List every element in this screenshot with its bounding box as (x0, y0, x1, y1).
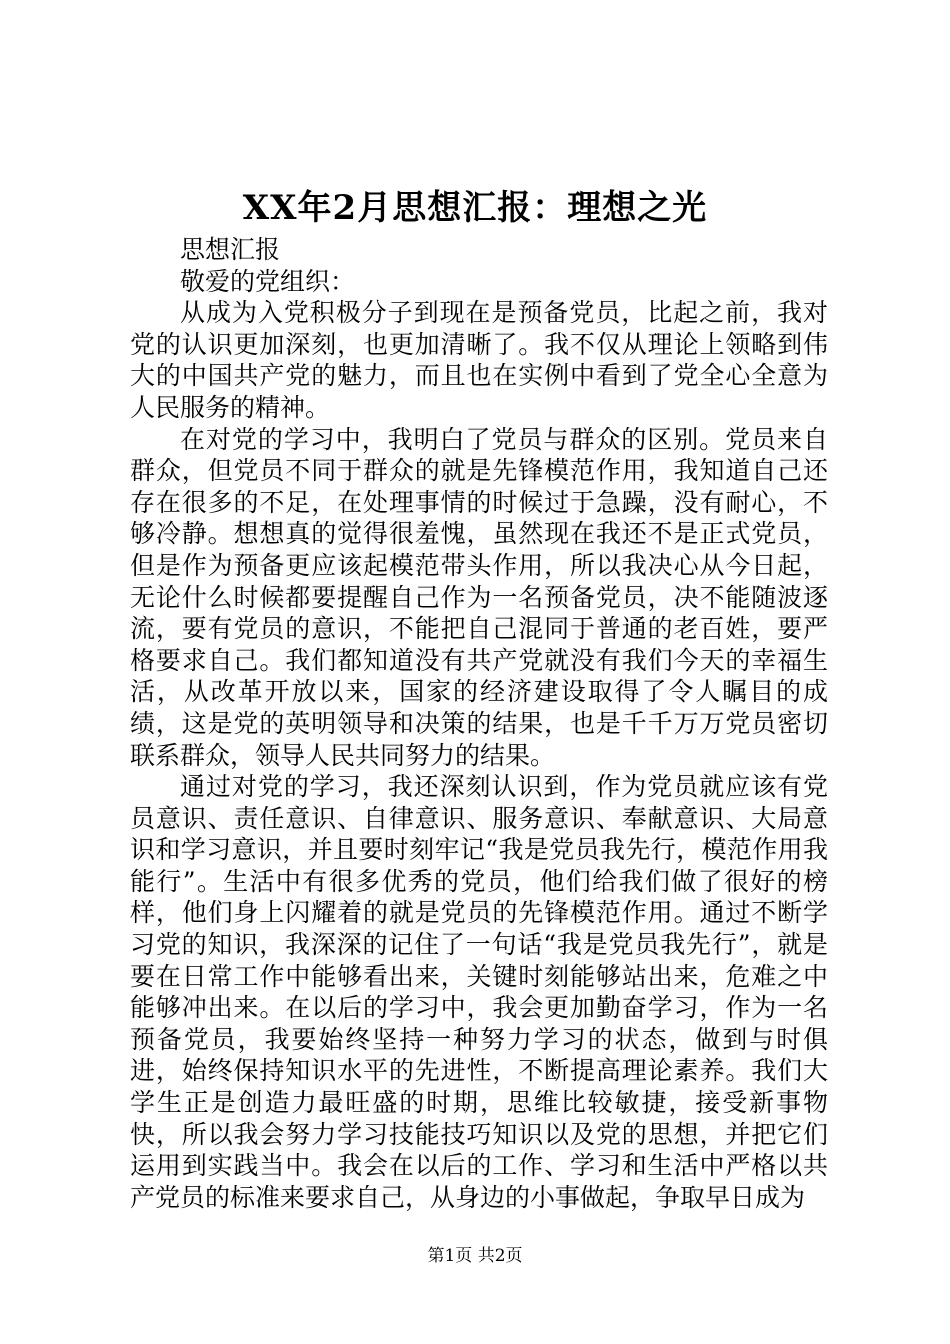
document-title: XX年2月思想汇报：理想之光 (242, 188, 708, 228)
document-body (130, 234, 828, 1213)
paragraph-heading: 思想汇报 (180, 235, 281, 264)
paragraph-salutation: 敬爱的党组织： (180, 266, 356, 296)
page-number-footer: 第1页 共2页 (427, 1246, 523, 1266)
paragraph: 在对党的学习中，我明白了党员与群众的区别。党员来自群众，但党员不同于群众的就是先锋模范作用，我知道自己还存在很多的不足，在处理事情的时候过于急躁，没有耐心，不够冷静。想想真的觉得很羞愧，虽然现在我还不是正式党员，但是作为预备更应该起模范带头作用，所以我决心从今日起，无论什么时候都要提醒自己作为一名预备党员，决不能随波逐流，要有党员的意识，不能把自己混同于普通的老百姓，要严格要求自己。我们都知道没有共产党就没有我们今天的幸福生活，从改革开放以来，国家的经济建设取得了令人瞩目的成绩，这是党的英明领导和决策的结果，也是千千万万党员密切联系群众，领导人民共同努力的结果。 (130, 424, 828, 770)
paragraph: 通过对党的学习，我还深刻认识到，作为党员就应该有党员意识、责任意识、自律意识、服务意识、奉献意识、大局意识和学习意识，并且要时刻牢记“我是党员我先行，模范作用我能行”。生活中有很多优秀的党员，他们给我们做了很好的榜样，他们身上闪耀着的就是党员的先锋模范作用。通过不断学习党的知识，我深深的记住了一句话“我是党员我先行”，就是要在日常工作中能够看出来，关键时刻能够站出来，危难之中能够冲出来。在以后的学习中，我会更加勤奋学习，作为一名预备党员，我要始终坚持一种努力学习的状态，做到与时俱进，始终保持知识水平的先进性，不断提高理论素养。我们大学生正是创造力最旺盛的时期，思维比较敏捷，接受新事物快，所以我会努力学习技能技巧知识以及党的思想，并把它们运用到实践当中。我会在以后的工作、学习和生活中严格以共产党员的标准来要求自己，从身边的小事做起，争取早日成为 (130, 772, 828, 1212)
paragraph: 从成为入党积极分子到现在是预备党员，比起之前，我对党的认识更加深刻，也更加清晰了。我不仅从理论上领略到伟大的中国共产党的魅力，而且也在实例中看到了党全心全意为人民服务的精神。 (130, 298, 828, 422)
